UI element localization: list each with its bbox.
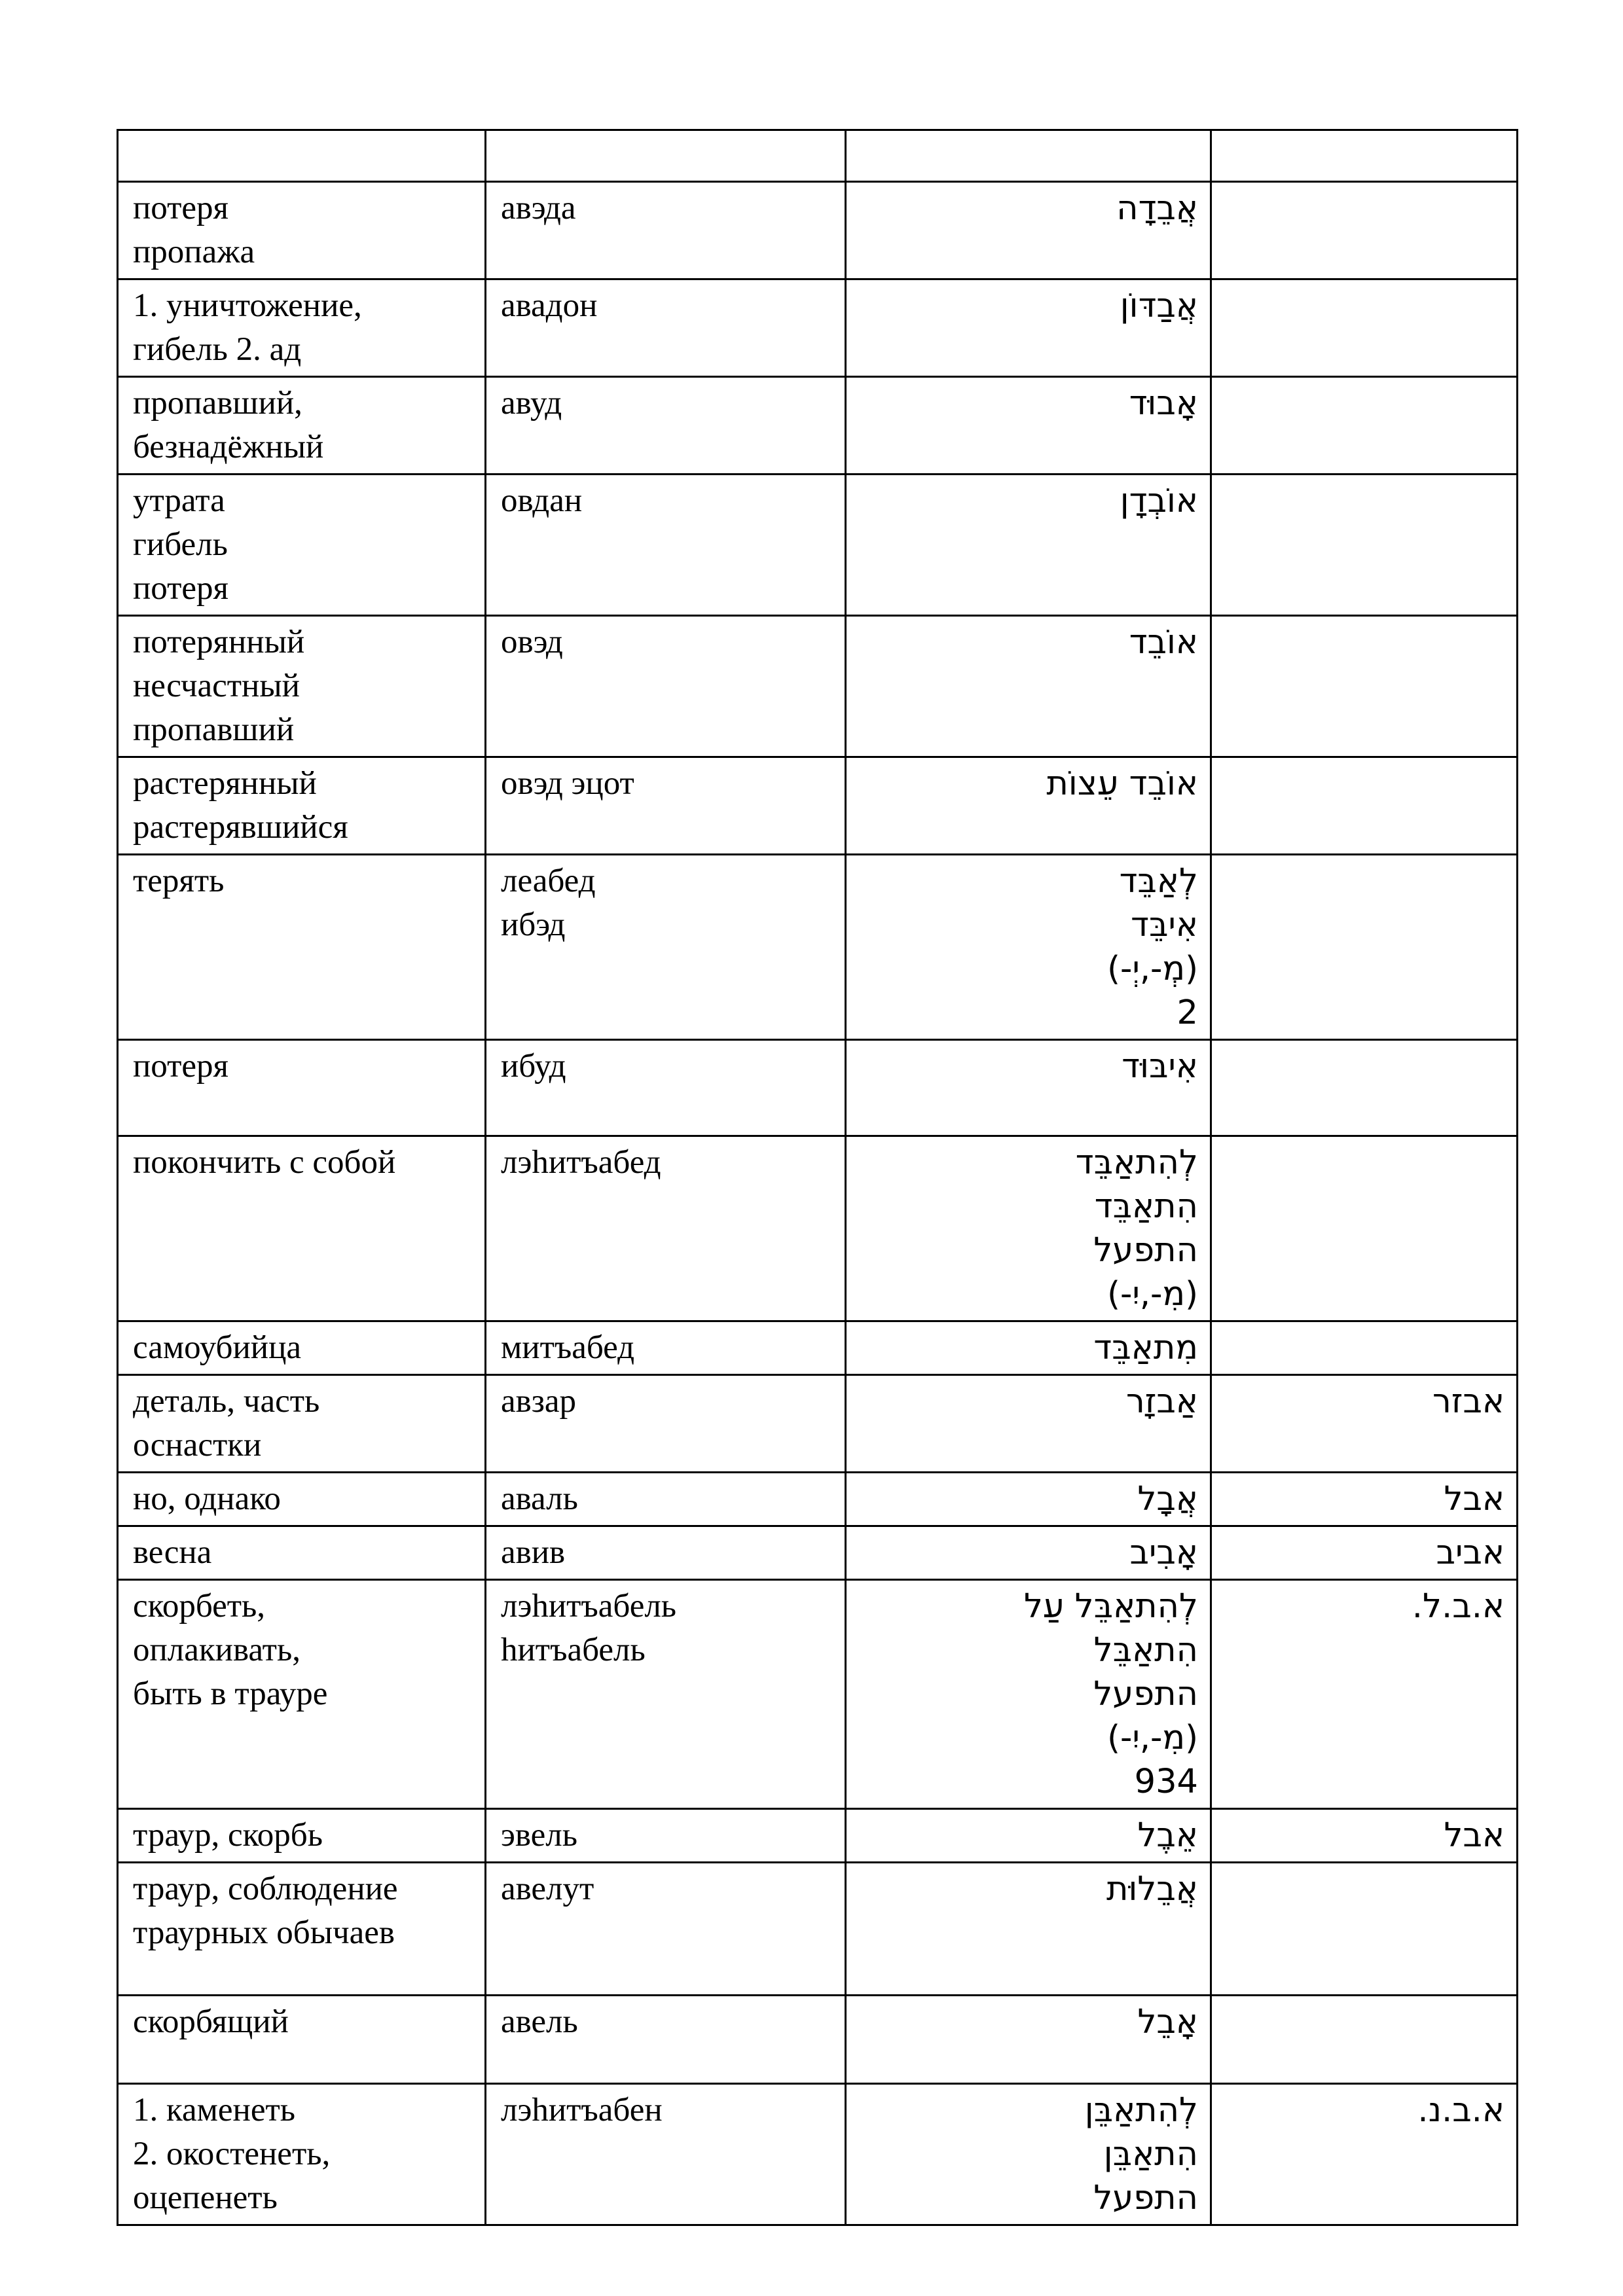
hebrew-cell-line: הִתאַבֵּן (1103, 2135, 1198, 2174)
hebrew-cell (846, 475, 1211, 616)
russian-cell-line: растерянный (133, 765, 317, 802)
hebrew-cell-line: הִתאַבֵּד (1094, 1187, 1198, 1226)
root-cell (1211, 182, 1518, 279)
russian-cell-line: скорбеть, (133, 1588, 266, 1624)
russian-cell-line: весна (133, 1534, 212, 1571)
russian-cell-line: 2. окостенеть, (133, 2136, 331, 2172)
hebrew-cell-line: לְאַבֵּד (1119, 862, 1198, 901)
root-cell (1211, 616, 1518, 757)
hebrew-cell (846, 757, 1211, 855)
russian-cell (118, 475, 486, 616)
transliteration-cell-line: авель (501, 2003, 578, 2040)
root-cell: א.ב.ל. (1211, 1580, 1518, 1809)
header-row (118, 130, 1518, 182)
hebrew-cell-line: 934 (1134, 1763, 1198, 1801)
russian-cell-line: траурных обычаев (133, 1914, 395, 1951)
root-cell: אביב (1211, 1526, 1518, 1580)
hebrew-cell-line: אוֹבֵד עֵצוֹת (1046, 764, 1198, 803)
hebrew-cell-line: אַבזָר (1125, 1382, 1198, 1421)
hebrew-cell (846, 1321, 1211, 1375)
vocabulary-table (117, 129, 1518, 2226)
table-row (118, 2084, 1518, 2225)
hebrew-cell (846, 1996, 1211, 2084)
transliteration-cell (486, 757, 846, 855)
russian-cell-line: покончить с собой (133, 1144, 396, 1181)
hebrew-cell (846, 1526, 1211, 1580)
transliteration-cell-line: овэд эцот (501, 765, 634, 802)
russian-cell-line: несчастный (133, 668, 300, 704)
russian-cell-line: но, однако (133, 1480, 281, 1517)
russian-cell-line: гибель (133, 526, 228, 563)
hebrew-cell (846, 1375, 1211, 1473)
transliteration-cell (486, 1040, 846, 1136)
hebrew-cell-line: מִתאַבֵּד (1093, 1329, 1198, 1367)
root-cell (1211, 757, 1518, 855)
transliteration-cell (486, 616, 846, 757)
transliteration-cell (486, 1526, 846, 1580)
hebrew-cell-line: התפעל (1093, 1675, 1198, 1713)
table-row (118, 1526, 1518, 1580)
transliteration-cell-line: hитъабель (501, 1632, 646, 1668)
transliteration-cell-line: авив (501, 1534, 566, 1571)
transliteration-cell-line: лэhитъабель (501, 1588, 677, 1624)
transliteration-cell-line: овэд (501, 624, 563, 660)
hebrew-cell-line: התפעל (1093, 2179, 1198, 2217)
hebrew-cell-line: אוֹבֵד (1129, 623, 1198, 662)
root-cell (1211, 855, 1518, 1040)
russian-cell (118, 1863, 486, 1996)
table-row (118, 1996, 1518, 2084)
hebrew-cell (846, 1136, 1211, 1321)
table-row (118, 1863, 1518, 1996)
russian-cell-line: 1. каменеть (133, 2092, 296, 2128)
transliteration-cell-line: леабед (501, 863, 596, 899)
hebrew-cell-line: אֵבֶל (1137, 1816, 1198, 1855)
table-row (118, 1136, 1518, 1321)
russian-cell-line: утрата (133, 482, 225, 519)
transliteration-cell (486, 2084, 846, 2225)
table-row (118, 279, 1518, 377)
russian-cell-line: пропажа (133, 234, 255, 270)
transliteration-cell (486, 1996, 846, 2084)
russian-cell (118, 1473, 486, 1526)
hebrew-cell (846, 377, 1211, 475)
russian-cell (118, 1580, 486, 1809)
root-cell: אבל (1211, 1473, 1518, 1526)
russian-cell-line: самоубийца (133, 1329, 302, 1366)
russian-cell (118, 616, 486, 757)
hebrew-cell-line: אוֹבְדָן (1120, 482, 1198, 520)
table-row (118, 182, 1518, 279)
transliteration-cell (486, 1809, 846, 1863)
hebrew-cell-line: לְהִתאַבֵּן (1084, 2091, 1198, 2130)
russian-cell-line: быть в трауре (133, 1676, 328, 1712)
vocabulary-table-body (118, 130, 1518, 2225)
root-cell (1211, 1863, 1518, 1996)
transliteration-cell-line: аваль (501, 1480, 578, 1517)
hebrew-cell-line: הִתאַבֵּל (1093, 1631, 1198, 1670)
hebrew-cell-line: (מִ-,יִ-) (1107, 1719, 1198, 1757)
hebrew-cell (846, 1040, 1211, 1136)
transliteration-cell (486, 855, 846, 1040)
table-row (118, 616, 1518, 757)
table-row (118, 1473, 1518, 1526)
hebrew-cell (846, 1473, 1211, 1526)
russian-cell (118, 1809, 486, 1863)
russian-cell (118, 182, 486, 279)
russian-cell (118, 1136, 486, 1321)
hebrew-cell-line: אֲבֵלוּת (1106, 1870, 1198, 1909)
hebrew-cell-line: (מִ-,יִ-) (1107, 1275, 1198, 1314)
transliteration-cell (486, 377, 846, 475)
russian-cell (118, 377, 486, 475)
transliteration-cell-line: авэда (501, 190, 576, 226)
root-cell (1211, 1040, 1518, 1136)
hebrew-cell (846, 1863, 1211, 1996)
transliteration-cell (486, 1321, 846, 1375)
transliteration-cell-line: митъабед (501, 1329, 635, 1366)
russian-cell-line: растерявшийся (133, 809, 348, 846)
transliteration-cell-line: авуд (501, 385, 562, 422)
transliteration-cell (486, 475, 846, 616)
russian-cell-line: деталь, часть (133, 1383, 320, 1420)
root-cell (1211, 1321, 1518, 1375)
header-cell-hebrew (846, 130, 1211, 182)
russian-cell-line: гибель 2. ад (133, 331, 302, 368)
hebrew-cell-line: לְהִתאַבֵּד (1075, 1143, 1198, 1182)
hebrew-cell-line: התפעל (1093, 1231, 1198, 1270)
russian-cell (118, 1375, 486, 1473)
russian-cell (118, 1321, 486, 1375)
hebrew-cell-line: אָבֵל (1137, 2003, 1198, 2041)
russian-cell-line: траур, соблюдение (133, 1871, 398, 1907)
root-cell (1211, 377, 1518, 475)
hebrew-cell (846, 1809, 1211, 1863)
russian-cell-line: потерянный (133, 624, 305, 660)
russian-cell-line: оснастки (133, 1427, 262, 1463)
hebrew-cell-line: אֲבָל (1137, 1480, 1198, 1518)
transliteration-cell-line: лэhитъабед (501, 1144, 661, 1181)
hebrew-cell-line: אָבִיב (1129, 1534, 1198, 1572)
russian-cell (118, 279, 486, 377)
transliteration-cell-line: ибуд (501, 1048, 566, 1085)
hebrew-cell-line: אִיבּוּד (1122, 1047, 1198, 1086)
transliteration-cell (486, 1375, 846, 1473)
hebrew-cell (846, 2084, 1211, 2225)
hebrew-cell (846, 279, 1211, 377)
russian-cell (118, 855, 486, 1040)
hebrew-cell-line: אֲבֵדָה (1116, 189, 1198, 228)
root-cell: אבל (1211, 1809, 1518, 1863)
russian-cell (118, 1040, 486, 1136)
russian-cell-line: потеря (133, 1048, 229, 1085)
russian-cell-line: безнадёжный (133, 429, 324, 465)
russian-cell-line: скорбящий (133, 2003, 289, 2040)
hebrew-cell (846, 1580, 1211, 1809)
hebrew-cell (846, 182, 1211, 279)
table-row (118, 757, 1518, 855)
root-cell (1211, 1996, 1518, 2084)
hebrew-cell-line: אָבוּד (1129, 384, 1198, 423)
transliteration-cell-line: эвель (501, 1817, 578, 1854)
transliteration-cell (486, 1136, 846, 1321)
hebrew-cell (846, 855, 1211, 1040)
russian-cell-line: пропавший, (133, 385, 302, 422)
russian-cell-line: потеря (133, 570, 229, 607)
table-row (118, 475, 1518, 616)
table-row (118, 377, 1518, 475)
root-cell (1211, 279, 1518, 377)
header-cell-transliteration (486, 130, 846, 182)
root-cell (1211, 1136, 1518, 1321)
table-row (118, 1580, 1518, 1809)
table-row (118, 855, 1518, 1040)
table-row (118, 1321, 1518, 1375)
transliteration-cell-line: авзар (501, 1383, 576, 1420)
table-row (118, 1809, 1518, 1863)
hebrew-cell-line: (מְ-,יְ-) (1107, 950, 1198, 988)
russian-cell-line: терять (133, 863, 225, 899)
hebrew-cell (846, 616, 1211, 757)
transliteration-cell (486, 182, 846, 279)
russian-cell-line: пропавший (133, 711, 295, 748)
transliteration-cell-line: овдан (501, 482, 583, 519)
hebrew-cell-line: אֲבַדּוֹן (1120, 287, 1198, 325)
russian-cell-line: потеря (133, 190, 229, 226)
transliteration-cell (486, 1580, 846, 1809)
russian-cell (118, 1996, 486, 2084)
header-cell-russian (118, 130, 486, 182)
hebrew-cell-line: לְהִתאַבֵּל עַל (1023, 1587, 1198, 1626)
transliteration-cell-line: авадон (501, 287, 598, 324)
russian-cell-line: оплакивать, (133, 1632, 301, 1668)
root-cell (1211, 475, 1518, 616)
root-cell: א.ב.נ. (1211, 2084, 1518, 2225)
table-row (118, 1375, 1518, 1473)
hebrew-cell-line: 2 (1176, 994, 1198, 1032)
transliteration-cell-line: авелут (501, 1871, 594, 1907)
transliteration-cell (486, 1473, 846, 1526)
transliteration-cell-line: лэhитъабен (501, 2092, 663, 2128)
transliteration-cell-line: ибэд (501, 906, 566, 943)
transliteration-cell (486, 1863, 846, 1996)
russian-cell (118, 1526, 486, 1580)
header-cell-root (1211, 130, 1518, 182)
transliteration-cell (486, 279, 846, 377)
russian-cell-line: 1. уничтожение, (133, 287, 362, 324)
root-cell: אבזר (1211, 1375, 1518, 1473)
hebrew-cell-line: אִיבֵּד (1131, 906, 1198, 944)
table-row (118, 1040, 1518, 1136)
russian-cell-line: оцепенеть (133, 2179, 278, 2216)
russian-cell (118, 757, 486, 855)
russian-cell (118, 2084, 486, 2225)
russian-cell-line: траур, скорбь (133, 1817, 323, 1854)
